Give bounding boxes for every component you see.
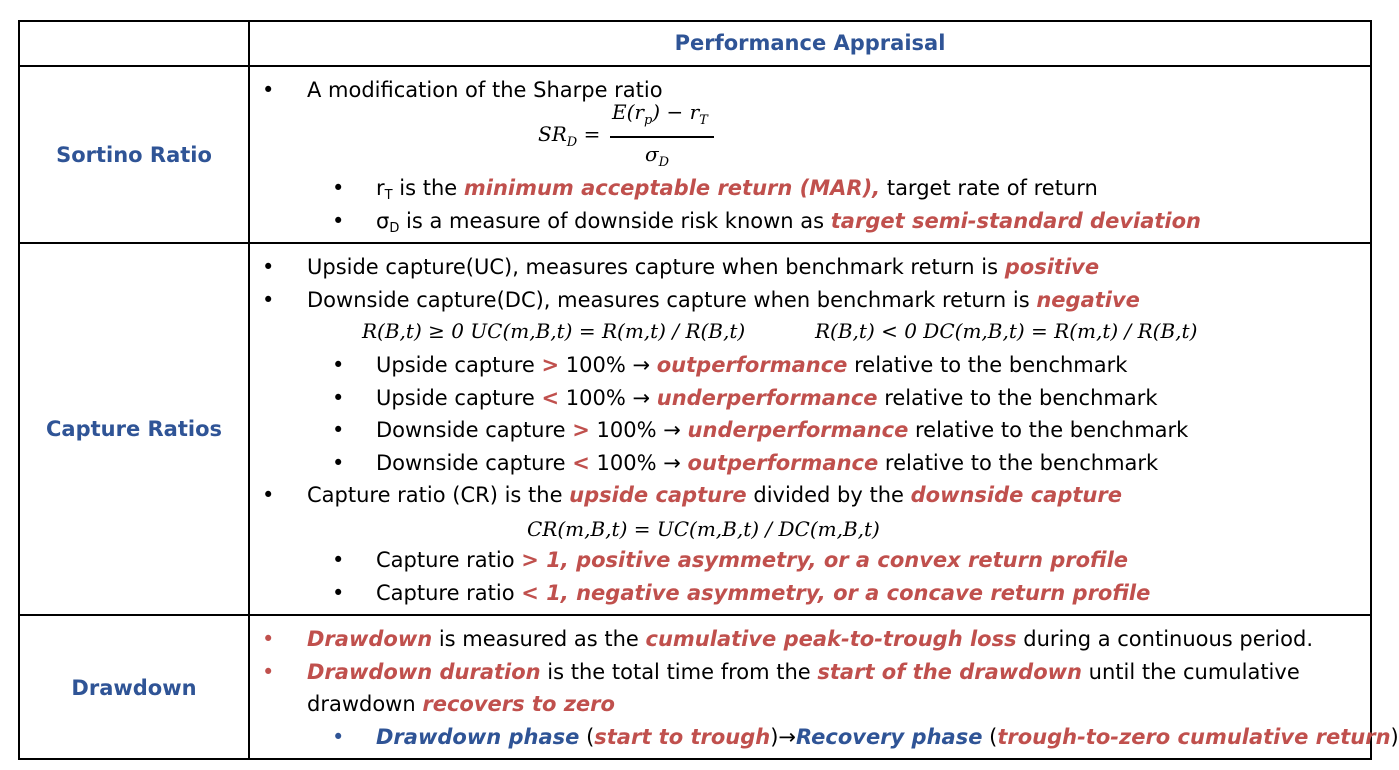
row-label-sortino: Sortino Ratio (56, 142, 212, 167)
bullet: • (332, 581, 345, 605)
drawdown-line-3: drawdown recovers to zero (307, 692, 615, 716)
capture-sub-2: Upside capture < 100% → underperformance relative to the benchmark (376, 386, 1158, 410)
bullet: • (332, 725, 345, 749)
bullet: • (332, 451, 345, 475)
capture-line-2: Downside capture(DC), measures capture when benchmark return is negative (307, 288, 1140, 312)
capture-line-3: Capture ratio (CR) is the upside capture divided by the downside capture (307, 483, 1122, 507)
sortino-line-1: A modification of the Sharpe ratio (307, 78, 663, 102)
bullet: • (332, 353, 345, 377)
capture-sub-1: Upside capture > 100% → outperformance relative to the benchmark (376, 353, 1128, 377)
capture-sub-5: Capture ratio > 1, positive asymmetry, or a convex return profile (376, 548, 1129, 572)
bullet: • (262, 78, 275, 102)
bullet: • (332, 176, 345, 200)
drawdown-line-4: Drawdown phase (start to trough)→Recovery phase (trough-to-zero cumulative return) (376, 725, 1399, 749)
column-divider (248, 20, 250, 760)
bullet: • (332, 386, 345, 410)
bullet: • (262, 627, 275, 651)
table-header-title: Performance Appraisal (674, 31, 946, 55)
drawdown-line-1: Drawdown is measured as the cumulative peak-to-trough loss during a continuous period. (307, 627, 1313, 651)
row-label-drawdown: Drawdown (71, 676, 197, 700)
row-label-capture: Capture Ratios (45, 417, 223, 441)
capture-formula-uc: R(B,t) ≥ 0 UC(m,B,t) = R(m,t) / R(B,t) (362, 319, 746, 343)
capture-sub-4: Downside capture < 100% → outperformance relative to the benchmark (376, 451, 1159, 475)
capture-formula-cr: CR(m,B,t) = UC(m,B,t) / DC(m,B,t) (527, 517, 880, 541)
capture-sub-6: Capture ratio < 1, negative asymmetry, or a concave return profile (376, 581, 1151, 605)
bullet: • (332, 418, 345, 442)
bullet: • (262, 483, 275, 507)
capture-formula-dc: R(B,t) < 0 DC(m,B,t) = R(m,t) / R(B,t) (815, 319, 1198, 343)
sortino-line-3: σD is a measure of downside risk known as target semi-standard deviation (376, 209, 1202, 236)
bullet: • (262, 255, 275, 279)
capture-sub-3: Downside capture > 100% → underperformance relative to the benchmark (376, 418, 1189, 442)
capture-line-1: Upside capture(UC), measures capture when benchmark return is positive (307, 255, 1100, 279)
bullet: • (262, 660, 275, 684)
drawdown-line-2: Drawdown duration is the total time from the start of the drawdown until the cumulative (307, 660, 1300, 684)
bullet: • (262, 288, 275, 312)
bullet: • (332, 209, 345, 233)
sortino-line-2: rT is the minimum acceptable return (MAR), target rate of return (376, 176, 1098, 203)
bullet: • (332, 548, 345, 572)
